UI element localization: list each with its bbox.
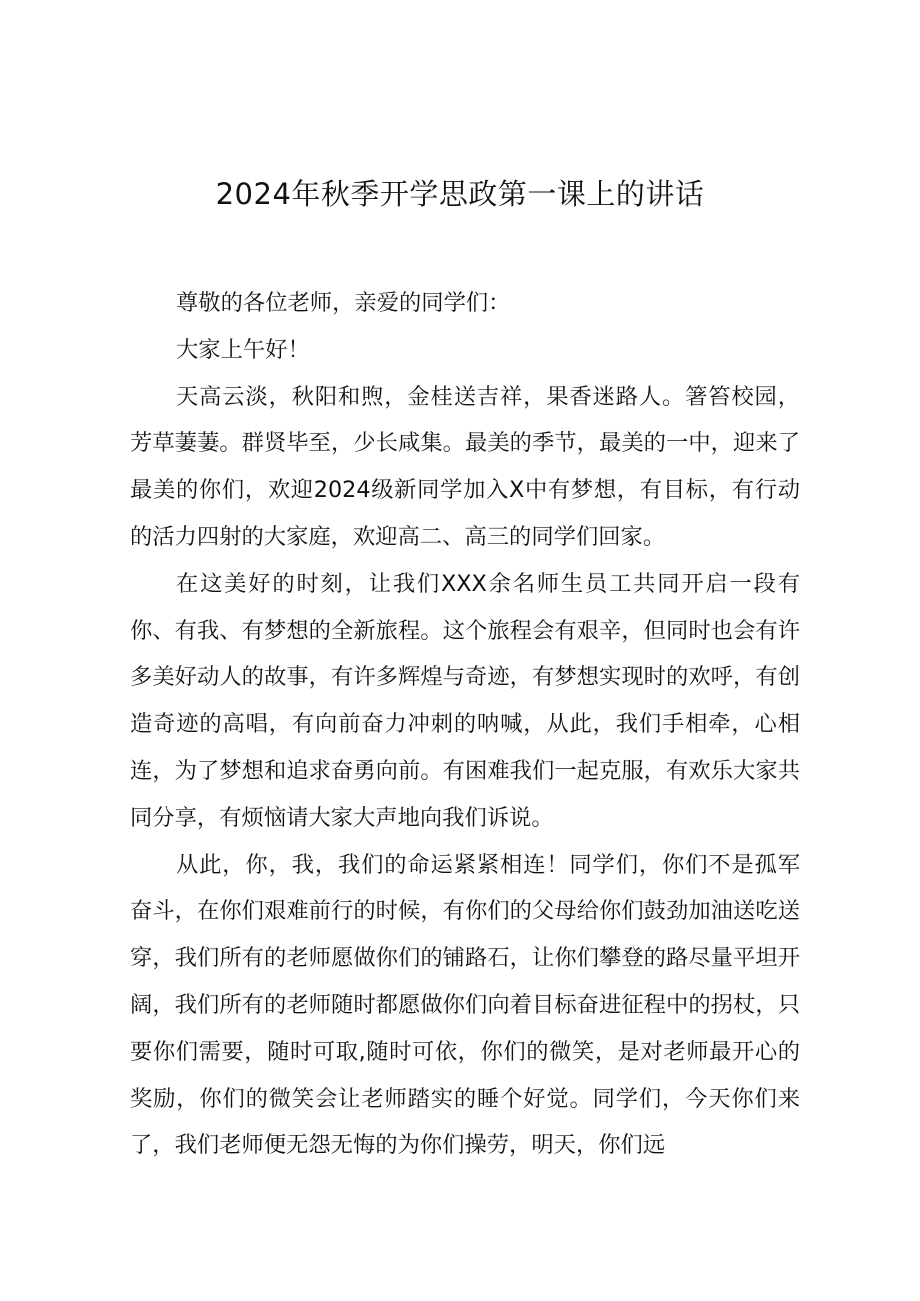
greeting-paragraph: 大家上午好！ bbox=[176, 336, 310, 363]
body-paragraph: 天高云淡，秋阳和煦，金桂送吉祥，果香迷路人。箸笞校园，芳草萋萋。群贤毕至，少长咸集。最美的季节，最美的一中，迎来了最美的你们，欢迎2024级新同学加入X中有梦想，有目标，有行动的活力四射的大家庭，欢迎高二、高三的同学们回家。 bbox=[130, 383, 800, 550]
body-paragraph: 从此，你，我，我们的命运紧紧相连！同学们，你们不是孤军奋斗，在你们艰难前行的时候，有你们的父母给你们鼓劲加油送吃送穿，我们所有的老师愿做你们的铺路石，让你们攀登的路尽量平坦开阔，我们所有的老师随时都愿做你们向着目标奋进征程中的拐杖，只要你们需要，随时可取,随时可依，你们的微笑，是对老师最开心的奖励，你们的微笑会让老师踏实的睡个好觉。同学们，今天你们来了，我们老师便无怨无悔的为你们操劳，明天，你们远 bbox=[130, 851, 800, 1159]
document-title: 2024年秋季开学思政第一课上的讲话 bbox=[215, 177, 705, 211]
salutation-paragraph: 尊敬的各位老师，亲爱的同学们： bbox=[176, 290, 511, 316]
body-paragraph: 在这美好的时刻，让我们XXX余名师生员工共同开启一段有你、有我、有梦想的全新旅程。这个旅程会有艰辛，但同时也会有许多美好动人的故事，有许多辉煌与奇迹，有梦想实现时的欢呼，有创造奇迹的高唱，有向前奋力冲刺的呐喊，从此，我们手相牵，心相连，为了梦想和追求奋勇向前。有困难我们一起克服，有欢乐大家共同分享，有烦恼请大家大声地向我们诉说。 bbox=[130, 570, 800, 831]
document-body bbox=[130, 280, 800, 1169]
